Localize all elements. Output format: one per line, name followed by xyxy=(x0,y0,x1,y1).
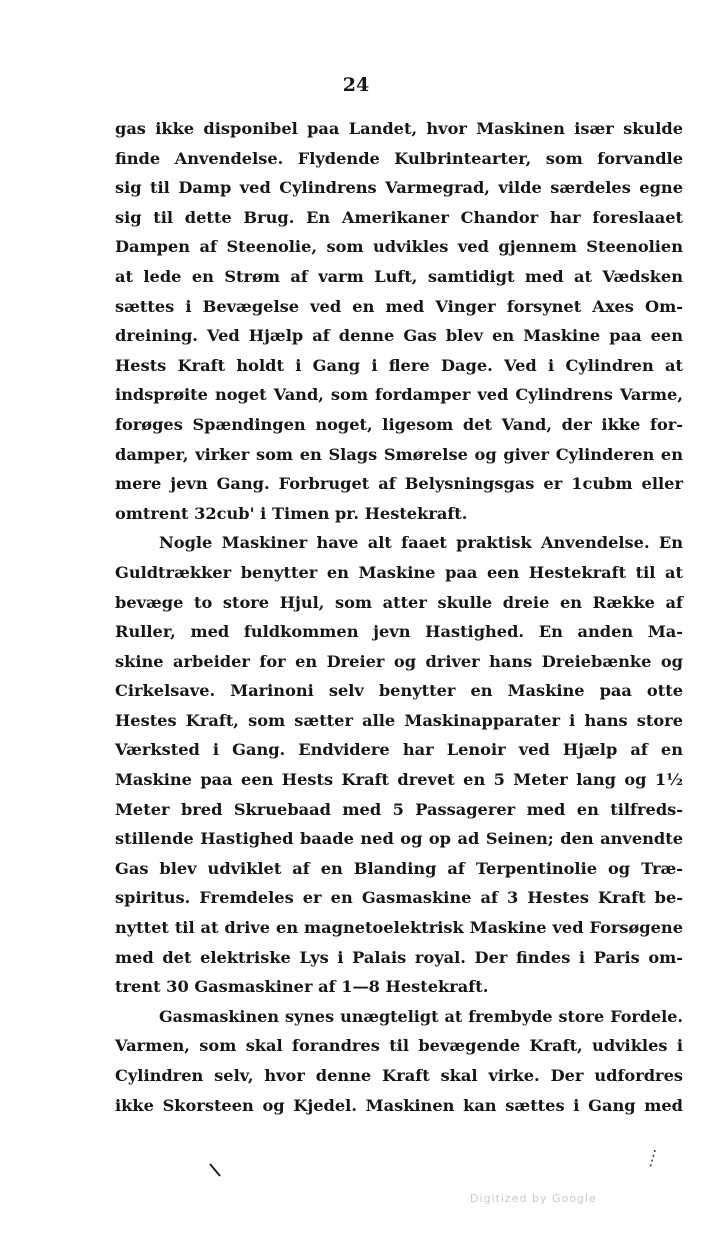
text-line: spiritus. Fremdeles er en Gasmaskine af 3 Hestes Kraft be- xyxy=(115,888,683,908)
text-line: ikke Skorsteen og Kjedel. Maskinen kan sættes i Gang med xyxy=(115,1095,683,1115)
text-line: Cirkelsave. Marinoni selv benytter en Maskine paa otte xyxy=(115,681,683,701)
text-line: stillende Hastighed baade ned og op ad Seinen; den anvendte xyxy=(115,829,683,849)
text-line: finde Anvendelse. Flydende Kulbrintearter, som forvandle xyxy=(115,148,683,168)
text-line: omtrent 32cub' i Timen pr. Hestekraft. xyxy=(115,503,468,523)
text-line: sig til Damp ved Cylindrens Varmegrad, vilde særdeles egne xyxy=(115,178,683,198)
text-line: sættes i Bevægelse ved en med Vinger forsynet Axes Om- xyxy=(115,296,683,316)
text-line: Værksted i Gang. Endvidere har Lenoir ved Hjælp af en xyxy=(115,740,683,760)
text-line: forøges Spændingen noget, ligesom det Vand, der ikke for- xyxy=(115,414,683,434)
page-number: 24 xyxy=(342,74,370,96)
text-line: bevæge to store Hjul, som atter skulle dreie en Række af xyxy=(115,592,683,612)
text-line: gas ikke disponibel paa Landet, hvor Maskinen især skulde xyxy=(115,119,683,138)
text-line: nyttet til at drive en magnetoelektrisk Maskine ved Forsøgene xyxy=(115,918,683,938)
text-line: Maskine paa een Hests Kraft drevet en 5 Meter lang og 1½ xyxy=(115,770,683,790)
text-line: skine arbeider for en Dreier og driver hans Dreiebænke og xyxy=(115,651,683,671)
text-line: damper, virker som en Slags Smørelse og giver Cylinderen en xyxy=(115,444,683,464)
digitization-watermark: Digitized by Google xyxy=(470,1192,597,1205)
text-line: Gasmaskinen synes unægteligt at frembyde store Fordele. xyxy=(159,1006,683,1026)
ink-mark xyxy=(650,1150,655,1168)
text-line: mere jevn Gang. Forbruget af Belysningsgas er 1cubm eller xyxy=(115,474,683,494)
text-line: med det elektriske Lys i Palais royal. Der findes i Paris om- xyxy=(115,947,683,967)
text-line: Cylindren selv, hvor denne Kraft skal virke. Der udfordres xyxy=(115,1066,683,1085)
text-line: Hests Kraft holdt i Gang i flere Dage. Ved i Cylindren at xyxy=(115,355,683,375)
text-line: Guldtrækker benytter en Maskine paa een Hestekraft til at xyxy=(115,562,683,582)
text-line: at lede en Strøm af varm Luft, samtidigt med at Vædsken xyxy=(115,266,683,286)
text-line: trent 30 Gasmaskiner af 1—8 Hestekraft. xyxy=(115,977,489,997)
text-line: indsprøite noget Vand, som fordamper ved Cylindrens Varme, xyxy=(115,385,683,405)
text-line: Ruller, med fuldkommen jevn Hastighed. En anden Ma- xyxy=(115,622,683,642)
text-line: dreining. Ved Hjælp af denne Gas blev en Maskine paa een xyxy=(115,326,683,346)
text-line: Gas blev udviklet af en Blanding af Terpentinolie og Træ- xyxy=(115,858,683,878)
text-line: Nogle Maskiner have alt faaet praktisk Anvendelse. En xyxy=(159,533,683,553)
text-line: sig til dette Brug. En Amerikaner Chandor har foreslaaet xyxy=(115,207,683,227)
text-line: Hestes Kraft, som sætter alle Maskinapparater i hans store xyxy=(115,710,683,730)
text-line: Varmen, som skal forandres til bevægende Kraft, udvikles i xyxy=(115,1036,683,1056)
text-line: Dampen af Steenolie, som udvikles ved gjennem Steenolien xyxy=(115,237,683,257)
ink-mark xyxy=(210,1164,220,1176)
text-line: Meter bred Skruebaad med 5 Passagerer med en tilfreds- xyxy=(115,799,683,819)
